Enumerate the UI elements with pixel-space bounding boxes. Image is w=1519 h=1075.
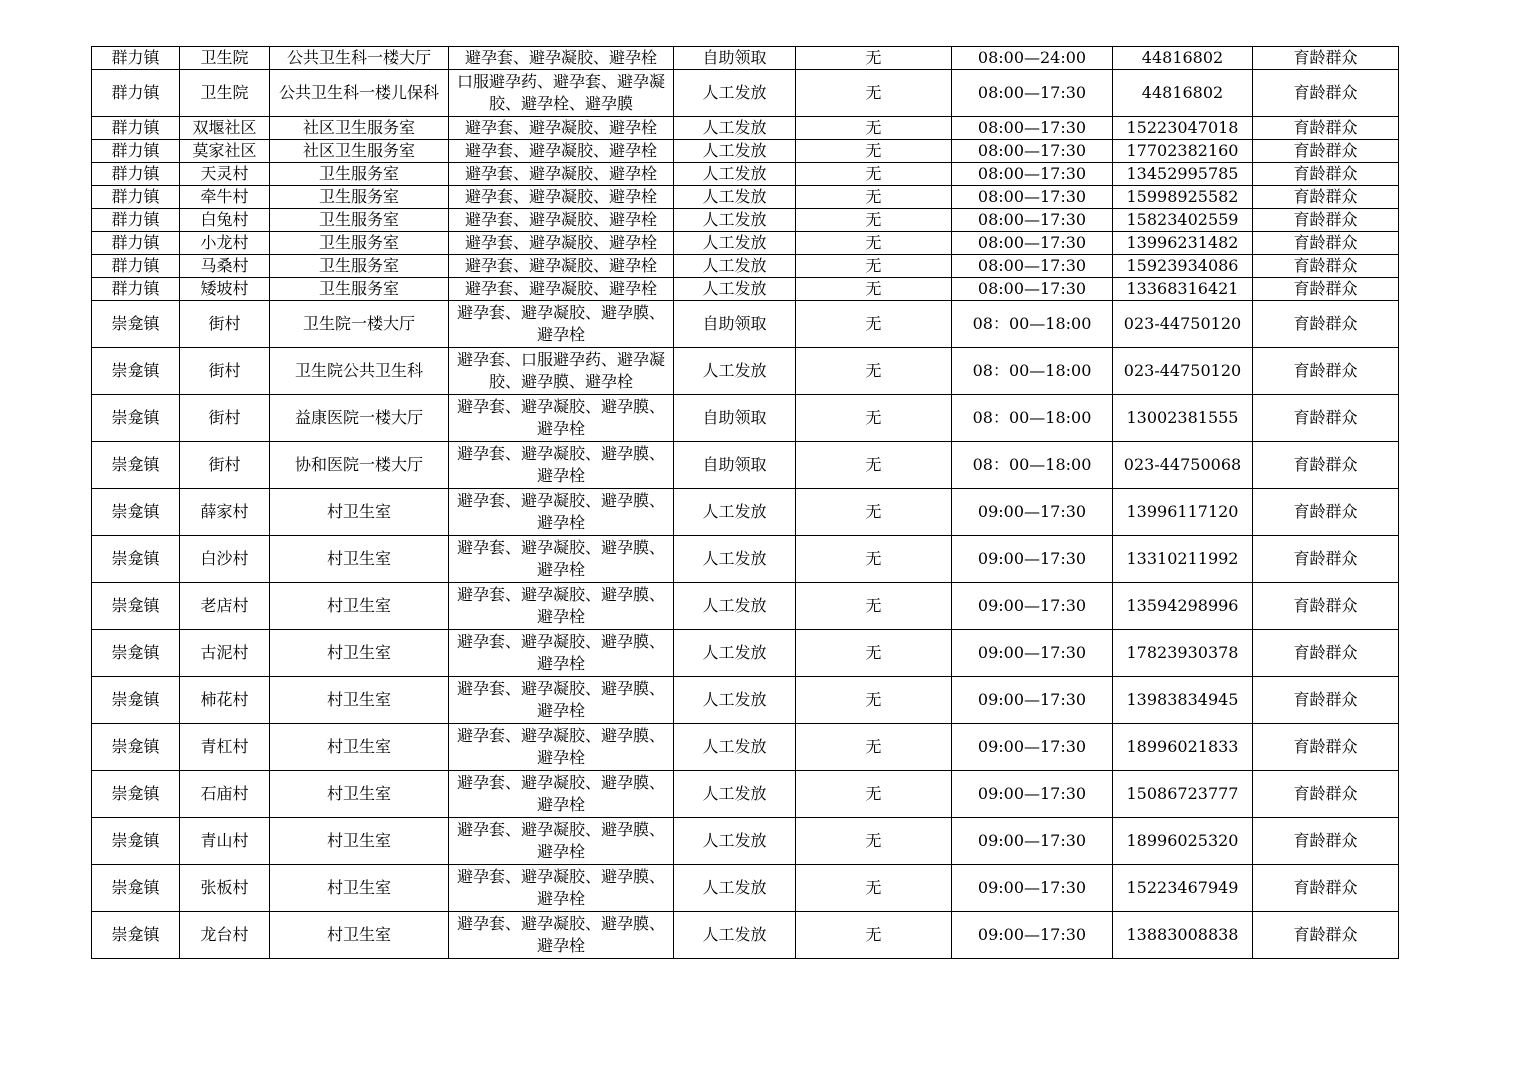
cell-location: 社区卫生服务室 bbox=[270, 117, 449, 140]
cell-method: 自助领取 bbox=[674, 442, 796, 489]
cell-unit: 白沙村 bbox=[180, 536, 270, 583]
cell-unit: 卫生院 bbox=[180, 70, 270, 117]
cell-fee: 无 bbox=[796, 489, 952, 536]
cell-method: 人工发放 bbox=[674, 771, 796, 818]
cell-location: 村卫生室 bbox=[270, 630, 449, 677]
cell-fee: 无 bbox=[796, 186, 952, 209]
cell-hours: 08:00—17:30 bbox=[952, 232, 1113, 255]
cell-location: 村卫生室 bbox=[270, 677, 449, 724]
cell-phone: 13368316421 bbox=[1113, 278, 1253, 301]
cell-town: 崇龛镇 bbox=[92, 536, 180, 583]
cell-phone: 18996025320 bbox=[1113, 818, 1253, 865]
table-row bbox=[92, 255, 1399, 278]
cell-method: 人工发放 bbox=[674, 117, 796, 140]
cell-method: 人工发放 bbox=[674, 583, 796, 630]
table-row bbox=[92, 395, 1399, 442]
cell-items: 避孕套、避孕凝胶、避孕膜、避孕栓 bbox=[449, 724, 674, 771]
cell-method: 人工发放 bbox=[674, 348, 796, 395]
cell-unit: 街村 bbox=[180, 301, 270, 348]
cell-town: 崇龛镇 bbox=[92, 771, 180, 818]
cell-items: 避孕套、避孕凝胶、避孕膜、避孕栓 bbox=[449, 771, 674, 818]
cell-location: 卫生服务室 bbox=[270, 255, 449, 278]
cell-location: 社区卫生服务室 bbox=[270, 140, 449, 163]
cell-items: 避孕套、避孕凝胶、避孕膜、避孕栓 bbox=[449, 395, 674, 442]
cell-hours: 09:00—17:30 bbox=[952, 677, 1113, 724]
cell-method: 人工发放 bbox=[674, 818, 796, 865]
cell-fee: 无 bbox=[796, 442, 952, 489]
cell-items: 口服避孕药、避孕套、避孕凝胶、避孕栓、避孕膜 bbox=[449, 70, 674, 117]
cell-unit: 卫生院 bbox=[180, 47, 270, 70]
cell-unit: 马桑村 bbox=[180, 255, 270, 278]
cell-unit: 柿花村 bbox=[180, 677, 270, 724]
cell-unit: 街村 bbox=[180, 395, 270, 442]
cell-phone: 13310211992 bbox=[1113, 536, 1253, 583]
cell-town: 群力镇 bbox=[92, 70, 180, 117]
cell-method: 自助领取 bbox=[674, 395, 796, 442]
cell-target: 育龄群众 bbox=[1253, 724, 1399, 771]
table-row bbox=[92, 818, 1399, 865]
cell-method: 人工发放 bbox=[674, 70, 796, 117]
cell-phone: 44816802 bbox=[1113, 70, 1253, 117]
cell-method: 人工发放 bbox=[674, 630, 796, 677]
cell-fee: 无 bbox=[796, 724, 952, 771]
cell-hours: 08:00—17:30 bbox=[952, 278, 1113, 301]
cell-target: 育龄群众 bbox=[1253, 255, 1399, 278]
cell-fee: 无 bbox=[796, 348, 952, 395]
cell-fee: 无 bbox=[796, 255, 952, 278]
cell-location: 卫生服务室 bbox=[270, 278, 449, 301]
cell-unit: 矮坡村 bbox=[180, 278, 270, 301]
cell-phone: 023-44750120 bbox=[1113, 301, 1253, 348]
cell-town: 崇龛镇 bbox=[92, 442, 180, 489]
cell-method: 人工发放 bbox=[674, 232, 796, 255]
cell-target: 育龄群众 bbox=[1253, 301, 1399, 348]
cell-items: 避孕套、避孕凝胶、避孕膜、避孕栓 bbox=[449, 536, 674, 583]
table-row bbox=[92, 163, 1399, 186]
cell-location: 村卫生室 bbox=[270, 536, 449, 583]
cell-unit: 牵牛村 bbox=[180, 186, 270, 209]
cell-location: 村卫生室 bbox=[270, 912, 449, 959]
cell-location: 村卫生室 bbox=[270, 771, 449, 818]
cell-method: 人工发放 bbox=[674, 163, 796, 186]
cell-hours: 08：00—18:00 bbox=[952, 442, 1113, 489]
cell-town: 崇龛镇 bbox=[92, 677, 180, 724]
cell-items: 避孕套、避孕凝胶、避孕栓 bbox=[449, 117, 674, 140]
table-row bbox=[92, 186, 1399, 209]
cell-location: 村卫生室 bbox=[270, 583, 449, 630]
cell-method: 人工发放 bbox=[674, 278, 796, 301]
cell-location: 卫生服务室 bbox=[270, 163, 449, 186]
cell-target: 育龄群众 bbox=[1253, 442, 1399, 489]
cell-method: 人工发放 bbox=[674, 677, 796, 724]
cell-fee: 无 bbox=[796, 912, 952, 959]
cell-town: 崇龛镇 bbox=[92, 489, 180, 536]
cell-hours: 09:00—17:30 bbox=[952, 630, 1113, 677]
cell-items: 避孕套、避孕凝胶、避孕栓 bbox=[449, 186, 674, 209]
cell-target: 育龄群众 bbox=[1253, 771, 1399, 818]
cell-fee: 无 bbox=[796, 818, 952, 865]
cell-town: 崇龛镇 bbox=[92, 630, 180, 677]
cell-phone: 15086723777 bbox=[1113, 771, 1253, 818]
cell-unit: 莫家社区 bbox=[180, 140, 270, 163]
cell-fee: 无 bbox=[796, 301, 952, 348]
cell-location: 村卫生室 bbox=[270, 865, 449, 912]
cell-method: 人工发放 bbox=[674, 209, 796, 232]
cell-location: 卫生服务室 bbox=[270, 232, 449, 255]
cell-method: 人工发放 bbox=[674, 724, 796, 771]
cell-phone: 13996231482 bbox=[1113, 232, 1253, 255]
cell-target: 育龄群众 bbox=[1253, 140, 1399, 163]
cell-town: 崇龛镇 bbox=[92, 301, 180, 348]
cell-phone: 15223467949 bbox=[1113, 865, 1253, 912]
cell-location: 卫生服务室 bbox=[270, 209, 449, 232]
cell-unit: 青杠村 bbox=[180, 724, 270, 771]
cell-target: 育龄群众 bbox=[1253, 630, 1399, 677]
cell-town: 群力镇 bbox=[92, 209, 180, 232]
cell-hours: 09:00—17:30 bbox=[952, 536, 1113, 583]
table-row bbox=[92, 724, 1399, 771]
table-row bbox=[92, 865, 1399, 912]
cell-town: 崇龛镇 bbox=[92, 724, 180, 771]
cell-hours: 08:00—17:30 bbox=[952, 140, 1113, 163]
cell-phone: 13996117120 bbox=[1113, 489, 1253, 536]
cell-unit: 青山村 bbox=[180, 818, 270, 865]
cell-items: 避孕套、避孕凝胶、避孕栓 bbox=[449, 232, 674, 255]
cell-phone: 13594298996 bbox=[1113, 583, 1253, 630]
cell-items: 避孕套、避孕凝胶、避孕膜、避孕栓 bbox=[449, 677, 674, 724]
cell-unit: 石庙村 bbox=[180, 771, 270, 818]
cell-method: 人工发放 bbox=[674, 186, 796, 209]
cell-phone: 13002381555 bbox=[1113, 395, 1253, 442]
cell-method: 人工发放 bbox=[674, 865, 796, 912]
cell-items: 避孕套、避孕凝胶、避孕膜、避孕栓 bbox=[449, 865, 674, 912]
cell-unit: 街村 bbox=[180, 442, 270, 489]
cell-target: 育龄群众 bbox=[1253, 186, 1399, 209]
cell-hours: 09:00—17:30 bbox=[952, 818, 1113, 865]
cell-target: 育龄群众 bbox=[1253, 677, 1399, 724]
cell-fee: 无 bbox=[796, 47, 952, 70]
cell-hours: 09:00—17:30 bbox=[952, 489, 1113, 536]
cell-phone: 15923934086 bbox=[1113, 255, 1253, 278]
cell-fee: 无 bbox=[796, 163, 952, 186]
table-row bbox=[92, 630, 1399, 677]
cell-target: 育龄群众 bbox=[1253, 395, 1399, 442]
cell-hours: 09:00—17:30 bbox=[952, 583, 1113, 630]
cell-location: 卫生服务室 bbox=[270, 186, 449, 209]
cell-items: 避孕套、避孕凝胶、避孕栓 bbox=[449, 278, 674, 301]
cell-items: 避孕套、避孕凝胶、避孕栓 bbox=[449, 209, 674, 232]
cell-fee: 无 bbox=[796, 278, 952, 301]
cell-hours: 08:00—17:30 bbox=[952, 117, 1113, 140]
table-row bbox=[92, 47, 1399, 70]
cell-items: 避孕套、避孕凝胶、避孕膜、避孕栓 bbox=[449, 301, 674, 348]
cell-phone: 13452995785 bbox=[1113, 163, 1253, 186]
cell-fee: 无 bbox=[796, 117, 952, 140]
cell-location: 村卫生室 bbox=[270, 818, 449, 865]
cell-location: 村卫生室 bbox=[270, 489, 449, 536]
cell-location: 协和医院一楼大厅 bbox=[270, 442, 449, 489]
distribution-points-table bbox=[91, 46, 1399, 959]
cell-items: 避孕套、避孕凝胶、避孕栓 bbox=[449, 47, 674, 70]
cell-location: 公共卫生科一楼儿保科 bbox=[270, 70, 449, 117]
cell-town: 群力镇 bbox=[92, 47, 180, 70]
cell-phone: 15823402559 bbox=[1113, 209, 1253, 232]
cell-items: 避孕套、避孕凝胶、避孕栓 bbox=[449, 163, 674, 186]
cell-target: 育龄群众 bbox=[1253, 536, 1399, 583]
cell-town: 崇龛镇 bbox=[92, 818, 180, 865]
cell-hours: 08:00—24:00 bbox=[952, 47, 1113, 70]
cell-unit: 街村 bbox=[180, 348, 270, 395]
cell-target: 育龄群众 bbox=[1253, 912, 1399, 959]
cell-fee: 无 bbox=[796, 209, 952, 232]
cell-unit: 老店村 bbox=[180, 583, 270, 630]
cell-unit: 张板村 bbox=[180, 865, 270, 912]
cell-target: 育龄群众 bbox=[1253, 209, 1399, 232]
cell-items: 避孕套、避孕凝胶、避孕膜、避孕栓 bbox=[449, 442, 674, 489]
table-body bbox=[92, 47, 1399, 959]
cell-location: 村卫生室 bbox=[270, 724, 449, 771]
cell-hours: 08:00—17:30 bbox=[952, 209, 1113, 232]
cell-hours: 09:00—17:30 bbox=[952, 865, 1113, 912]
cell-target: 育龄群众 bbox=[1253, 865, 1399, 912]
table-row bbox=[92, 209, 1399, 232]
cell-items: 避孕套、避孕凝胶、避孕栓 bbox=[449, 255, 674, 278]
cell-unit: 白兔村 bbox=[180, 209, 270, 232]
cell-method: 人工发放 bbox=[674, 489, 796, 536]
cell-items: 避孕套、避孕凝胶、避孕膜、避孕栓 bbox=[449, 818, 674, 865]
cell-phone: 023-44750068 bbox=[1113, 442, 1253, 489]
cell-phone: 13983834945 bbox=[1113, 677, 1253, 724]
cell-target: 育龄群众 bbox=[1253, 117, 1399, 140]
table-row bbox=[92, 140, 1399, 163]
table-row bbox=[92, 677, 1399, 724]
cell-hours: 08:00—17:30 bbox=[952, 163, 1113, 186]
cell-target: 育龄群众 bbox=[1253, 489, 1399, 536]
table-row bbox=[92, 301, 1399, 348]
cell-hours: 08:00—17:30 bbox=[952, 255, 1113, 278]
cell-items: 避孕套、避孕凝胶、避孕膜、避孕栓 bbox=[449, 583, 674, 630]
cell-town: 崇龛镇 bbox=[92, 583, 180, 630]
table-row bbox=[92, 489, 1399, 536]
cell-hours: 09:00—17:30 bbox=[952, 912, 1113, 959]
cell-target: 育龄群众 bbox=[1253, 583, 1399, 630]
table-row bbox=[92, 771, 1399, 818]
table-row bbox=[92, 232, 1399, 255]
cell-items: 避孕套、避孕凝胶、避孕膜、避孕栓 bbox=[449, 630, 674, 677]
cell-method: 人工发放 bbox=[674, 912, 796, 959]
cell-fee: 无 bbox=[796, 140, 952, 163]
table-row bbox=[92, 70, 1399, 117]
cell-location: 卫生院公共卫生科 bbox=[270, 348, 449, 395]
cell-town: 崇龛镇 bbox=[92, 395, 180, 442]
table-row bbox=[92, 583, 1399, 630]
cell-method: 自助领取 bbox=[674, 301, 796, 348]
cell-hours: 09:00—17:30 bbox=[952, 724, 1113, 771]
cell-phone: 15998925582 bbox=[1113, 186, 1253, 209]
table-row bbox=[92, 117, 1399, 140]
cell-target: 育龄群众 bbox=[1253, 278, 1399, 301]
cell-unit: 小龙村 bbox=[180, 232, 270, 255]
table-row bbox=[92, 536, 1399, 583]
cell-town: 崇龛镇 bbox=[92, 865, 180, 912]
cell-unit: 双堰社区 bbox=[180, 117, 270, 140]
cell-fee: 无 bbox=[796, 677, 952, 724]
cell-phone: 44816802 bbox=[1113, 47, 1253, 70]
cell-hours: 08：00—18:00 bbox=[952, 395, 1113, 442]
table-row bbox=[92, 278, 1399, 301]
cell-fee: 无 bbox=[796, 70, 952, 117]
cell-town: 群力镇 bbox=[92, 140, 180, 163]
cell-unit: 天灵村 bbox=[180, 163, 270, 186]
cell-method: 人工发放 bbox=[674, 536, 796, 583]
cell-hours: 08:00—17:30 bbox=[952, 186, 1113, 209]
cell-target: 育龄群众 bbox=[1253, 163, 1399, 186]
cell-fee: 无 bbox=[796, 395, 952, 442]
cell-target: 育龄群众 bbox=[1253, 348, 1399, 395]
cell-method: 自助领取 bbox=[674, 47, 796, 70]
cell-town: 群力镇 bbox=[92, 255, 180, 278]
cell-unit: 薛家村 bbox=[180, 489, 270, 536]
cell-town: 群力镇 bbox=[92, 186, 180, 209]
cell-phone: 15223047018 bbox=[1113, 117, 1253, 140]
cell-fee: 无 bbox=[796, 865, 952, 912]
cell-location: 公共卫生科一楼大厅 bbox=[270, 47, 449, 70]
cell-phone: 17702382160 bbox=[1113, 140, 1253, 163]
cell-hours: 09:00—17:30 bbox=[952, 771, 1113, 818]
cell-method: 人工发放 bbox=[674, 140, 796, 163]
cell-hours: 08：00—18:00 bbox=[952, 348, 1113, 395]
cell-town: 崇龛镇 bbox=[92, 348, 180, 395]
cell-hours: 08：00—18:00 bbox=[952, 301, 1113, 348]
cell-location: 益康医院一楼大厅 bbox=[270, 395, 449, 442]
cell-target: 育龄群众 bbox=[1253, 232, 1399, 255]
cell-town: 群力镇 bbox=[92, 117, 180, 140]
cell-fee: 无 bbox=[796, 232, 952, 255]
cell-phone: 13883008838 bbox=[1113, 912, 1253, 959]
cell-target: 育龄群众 bbox=[1253, 70, 1399, 117]
cell-fee: 无 bbox=[796, 583, 952, 630]
cell-method: 人工发放 bbox=[674, 255, 796, 278]
cell-items: 避孕套、避孕凝胶、避孕栓 bbox=[449, 140, 674, 163]
cell-unit: 古泥村 bbox=[180, 630, 270, 677]
cell-hours: 08:00—17:30 bbox=[952, 70, 1113, 117]
cell-target: 育龄群众 bbox=[1253, 47, 1399, 70]
cell-fee: 无 bbox=[796, 771, 952, 818]
cell-phone: 023-44750120 bbox=[1113, 348, 1253, 395]
cell-items: 避孕套、口服避孕药、避孕凝胶、避孕膜、避孕栓 bbox=[449, 348, 674, 395]
table-row bbox=[92, 912, 1399, 959]
cell-phone: 17823930378 bbox=[1113, 630, 1253, 677]
cell-unit: 龙台村 bbox=[180, 912, 270, 959]
table-row bbox=[92, 348, 1399, 395]
cell-town: 崇龛镇 bbox=[92, 912, 180, 959]
cell-town: 群力镇 bbox=[92, 163, 180, 186]
cell-phone: 18996021833 bbox=[1113, 724, 1253, 771]
cell-location: 卫生院一楼大厅 bbox=[270, 301, 449, 348]
table-row bbox=[92, 442, 1399, 489]
cell-town: 群力镇 bbox=[92, 232, 180, 255]
cell-fee: 无 bbox=[796, 536, 952, 583]
cell-town: 群力镇 bbox=[92, 278, 180, 301]
cell-items: 避孕套、避孕凝胶、避孕膜、避孕栓 bbox=[449, 489, 674, 536]
cell-items: 避孕套、避孕凝胶、避孕膜、避孕栓 bbox=[449, 912, 674, 959]
cell-target: 育龄群众 bbox=[1253, 818, 1399, 865]
cell-fee: 无 bbox=[796, 630, 952, 677]
